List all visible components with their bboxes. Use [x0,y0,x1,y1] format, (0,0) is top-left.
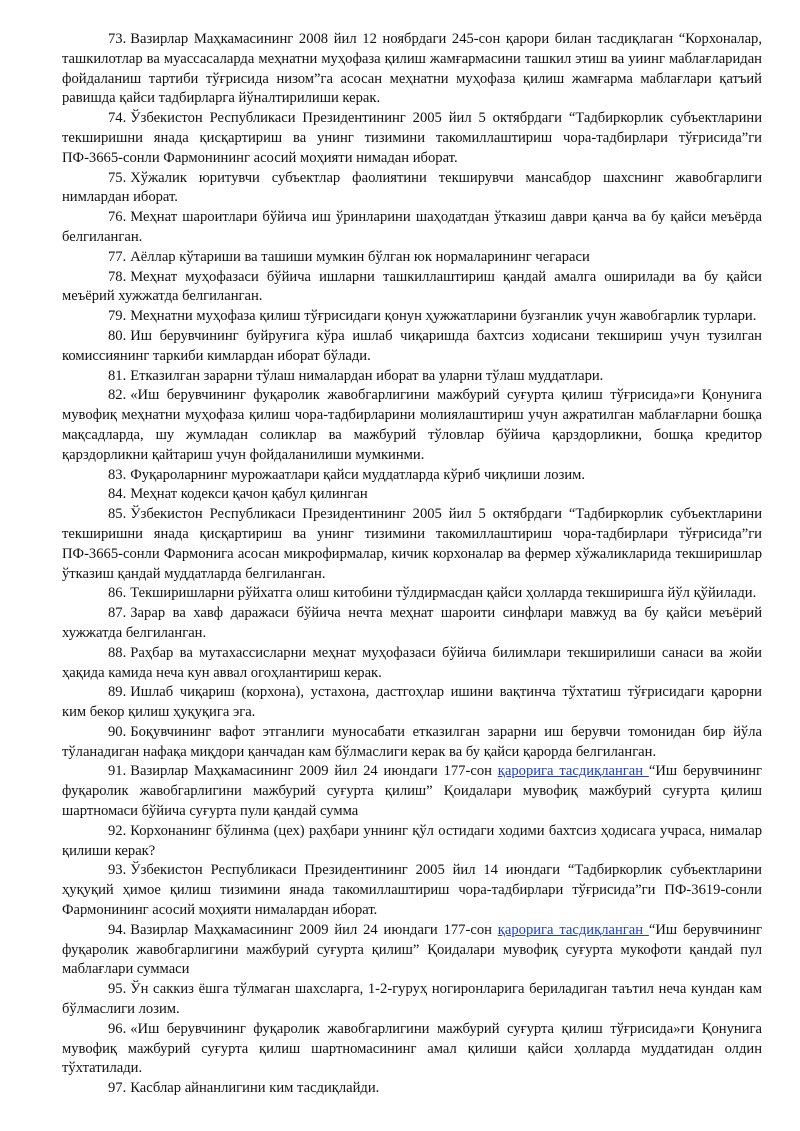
question-number: 85. [108,506,127,523]
question-87 [62,604,762,644]
question-number: 90. [108,723,127,740]
question-text: Касблар айнанлигини ким тасдиқлайди. [130,1080,380,1097]
question-number: 94. [108,921,127,938]
question-number: 95. [108,981,127,998]
question-78 [62,268,762,308]
question-number: 75. [108,169,127,186]
question-number: 87. [108,605,127,622]
question-85 [62,505,762,584]
question-97 [62,1079,762,1099]
document-page [62,30,762,1099]
question-text: Ишлаб чиқариш (корхона), устахона, дастгоҳлар ишини вақтинча тўхтатиш тўғрисидаги қарорни ким бекор қилиш ҳуқуқига эга. [62,684,762,721]
question-text: Вазирлар Маҳкамасининг 2009 йил 24 июндаги 177-сон [130,921,498,938]
question-80 [62,327,762,367]
question-73 [62,30,762,109]
question-number: 80. [108,327,127,344]
question-text: Боқувчининг вафот этганлиги муносабати етказилган зарарни иш берувчи томонидан бир йўла тўланадиган нафақа миқдори қанчадан кам бўлмаслиги керак ва бу қайси қарорда белгиланган. [62,723,762,760]
question-text: Хўжалик юритувчи субъектлар фаолиятини текширувчи мансабдор шахснинг жавобгарлиги нимлардан иборат. [62,169,762,206]
question-77 [62,248,762,268]
question-text: «Иш берувчининг фуқаролик жавобгарлигини мажбурий суғурта қилиш тўғрисида»ги Қонунига мувофиқ мажбурий суғурта қилиш шартномасининг амал қилиши қайси ҳолларда муддатидан олдин тўхтатилади. [62,1020,762,1077]
question-number: 82. [108,387,127,404]
question-number: 93. [108,862,127,879]
question-text: Корхонанинг бўлинма (цех) раҳбари уннинг қўл остидаги ходими бахтсиз ҳодисага учраса, нималар қилиши керак? [62,822,762,859]
question-text: Зарар ва хавф даражаси бўйича нечта меҳнат шароити синфлари мавжуд ва бу қайси меъёрий хужжатда белгиланган. [62,605,762,641]
question-89 [62,683,762,723]
question-text: Етказилган зарарни тўлаш нималардан иборат ва уларни тўлаш муддатлари. [130,367,604,384]
question-text: Меҳнат муҳофазаси бўйича ишларни ташкиллаштириш қандай амалга оширилади ва бу қайси меъёрий хужжатда белгиланган. [62,268,762,305]
question-96 [62,1020,762,1079]
question-84 [62,485,762,505]
question-75 [62,169,762,209]
question-text: Фуқароларнинг мурожаатлари қайси муддатларда кўриб чиқлиши лозим. [130,466,586,483]
question-88 [62,644,762,684]
question-95 [62,980,762,1020]
question-93 [62,861,762,920]
question-number: 77. [108,248,127,265]
question-text: “Иш берувчининг фуқаролик жавобгарлигини мажбурий суғурта қилиш” Қоидалари мувофиқ мажбурий суғурта қилиш шартномаси бўйича суғурта пули қандай сумма [62,763,763,820]
question-number: 92. [108,822,127,839]
question-text: Меҳнат кодекси қачон қабул қилинган [130,486,368,503]
question-number: 89. [108,684,127,701]
question-number: 88. [108,644,127,661]
question-number: 73. [108,31,127,47]
question-text: Иш берувчининг буйруғига кўра ишлаб чиқаришда бахтсиз ходисани текшириш учун тузилган комиссиянинг таркиби кимлардан иборат бўлади. [62,327,762,364]
question-81 [62,367,762,387]
decree-link[interactable]: қарорига тасдиқланган [497,921,649,938]
question-94 [62,921,762,980]
question-text: Ўзбекистон Республикаси Президентининг 2005 йил 5 октябрдаги “Тадбиркорлик субъектларини текширишни янада қисқартириш ва унинг тизимини такомиллаштириш чора-тадбирлари тўғрисида”ги ПФ-3665-сонли Фармонига асосан микрофирмалар, кичик корхоналар ва фермер хўжаликларида текширишлар ўтказиш қандай муддатларда белгиланган. [62,506,762,582]
question-86 [62,584,762,604]
question-number: 83. [108,466,127,483]
question-text: Меҳнат шароитлари бўйича иш ўринларини шаҳодатдан ўтказиш даври қанча ва бу қайси меъёрда белгиланган. [62,209,762,245]
question-number: 78. [108,268,127,285]
question-82 [62,386,762,465]
question-number: 76. [108,209,127,226]
question-text: “Иш берувчининг фуқаролик жавобгарлигини мажбурий суғурта қилиш” Қоидалари мувофиқ суғурта мукофоти қандай пул маблағлари суммаси [62,921,763,978]
question-number: 86. [108,585,127,602]
question-76 [62,208,762,248]
question-number: 96. [108,1020,127,1037]
question-text: Текширишларни рўйхатга олиш китобини тўлдирмасдан қайси ҳолларда текширишга йўл қўйилади. [130,585,757,602]
question-text: «Иш берувчининг фуқаролик жавобгарлигини мажбурий суғурта қилиш тўғрисида»ги Қонунига мувофиқ меҳнатни муҳофаза қилиш чора-тадбирларини молиялаштириш учун ажратилган маблағларни бошқа мақсадларда, шу жумладан соликлар ва мажбурий тўловлар бўйича қарздорликни, бошқа кредитор қарздорликни қайтариш учун фойдаланилиши мумкинми. [62,387,762,463]
question-text: Аёллар кўтариши ва ташиши мумкин бўлган юк нормаларининг чегараси [130,248,590,265]
question-text: Ўн саккиз ёшга тўлмаган шахсларга, 1-2-гуруҳ ногиронларига бериладиган таътил неча кундан кам бўлмаслиги лозим. [62,981,762,1018]
question-83 [62,466,762,486]
question-90 [62,723,762,763]
question-74 [62,109,762,168]
question-text: Меҳнатни муҳофаза қилиш тўғрисидаги қонун ҳужжатларини бузганлик учун жавобгарлик турлари. [130,308,757,325]
question-91 [62,762,762,821]
question-79 [62,307,762,327]
question-text: Ўзбекистон Республикаси Президентининг 2005 йил 5 октябрдаги “Тадбиркорлик субъектларини текширишни янада қисқартириш ва унинг тизимини такомиллаштириш чора-тадбирлари тўғрисида”ги ПФ-3665-сонли Фармонининг асосий моҳияти нимадан иборат. [62,110,762,166]
question-number: 74. [108,110,127,127]
question-text: Ўзбекистон Республикаси Президентининг 2005 йил 14 июндаги “Тадбиркорлик субъектларини ҳуқуқий ҳимое қилиш тизимини янада такомиллаштириш чора-тадбирлари тўғрисида”ги ПФ-3619-сонли Фармонининг асосий моҳияти нималардан иборат. [62,862,762,919]
question-text: Вазирлар Маҳкамасининг 2008 йил 12 ноябрдаги 245-сон қарори билан тасдиқлаган “Корхоналар, ташкилотлар ва муассасаларда меҳнатни муҳофаза қилиш жамғармасини ташкил этиш ва уиинг маблағларидан фойдаланиш тартиби тўғрисида низом”га асосан меҳнатни муҳофаза қилиш жамғарма маблағлари қатъий равишда қайси тадбирларга йўналтирилиши керак. [62,31,762,107]
question-number: 81. [108,367,127,384]
question-number: 84. [108,486,127,503]
question-92 [62,822,762,862]
decree-link[interactable]: қарорига тасдиқланган [497,763,649,780]
question-number: 79. [108,308,127,325]
question-number: 97. [108,1080,127,1097]
question-number: 91. [108,763,127,780]
question-text: Раҳбар ва мутахассисларни меҳнат муҳофазаси бўйича билимлари текширилиши санаси ва жойи ҳақида камида неча кун аввал огоҳлантириш керак. [62,644,762,681]
question-text: Вазирлар Маҳкамасининг 2009 йил 24 июндаги 177-сон [130,763,498,780]
